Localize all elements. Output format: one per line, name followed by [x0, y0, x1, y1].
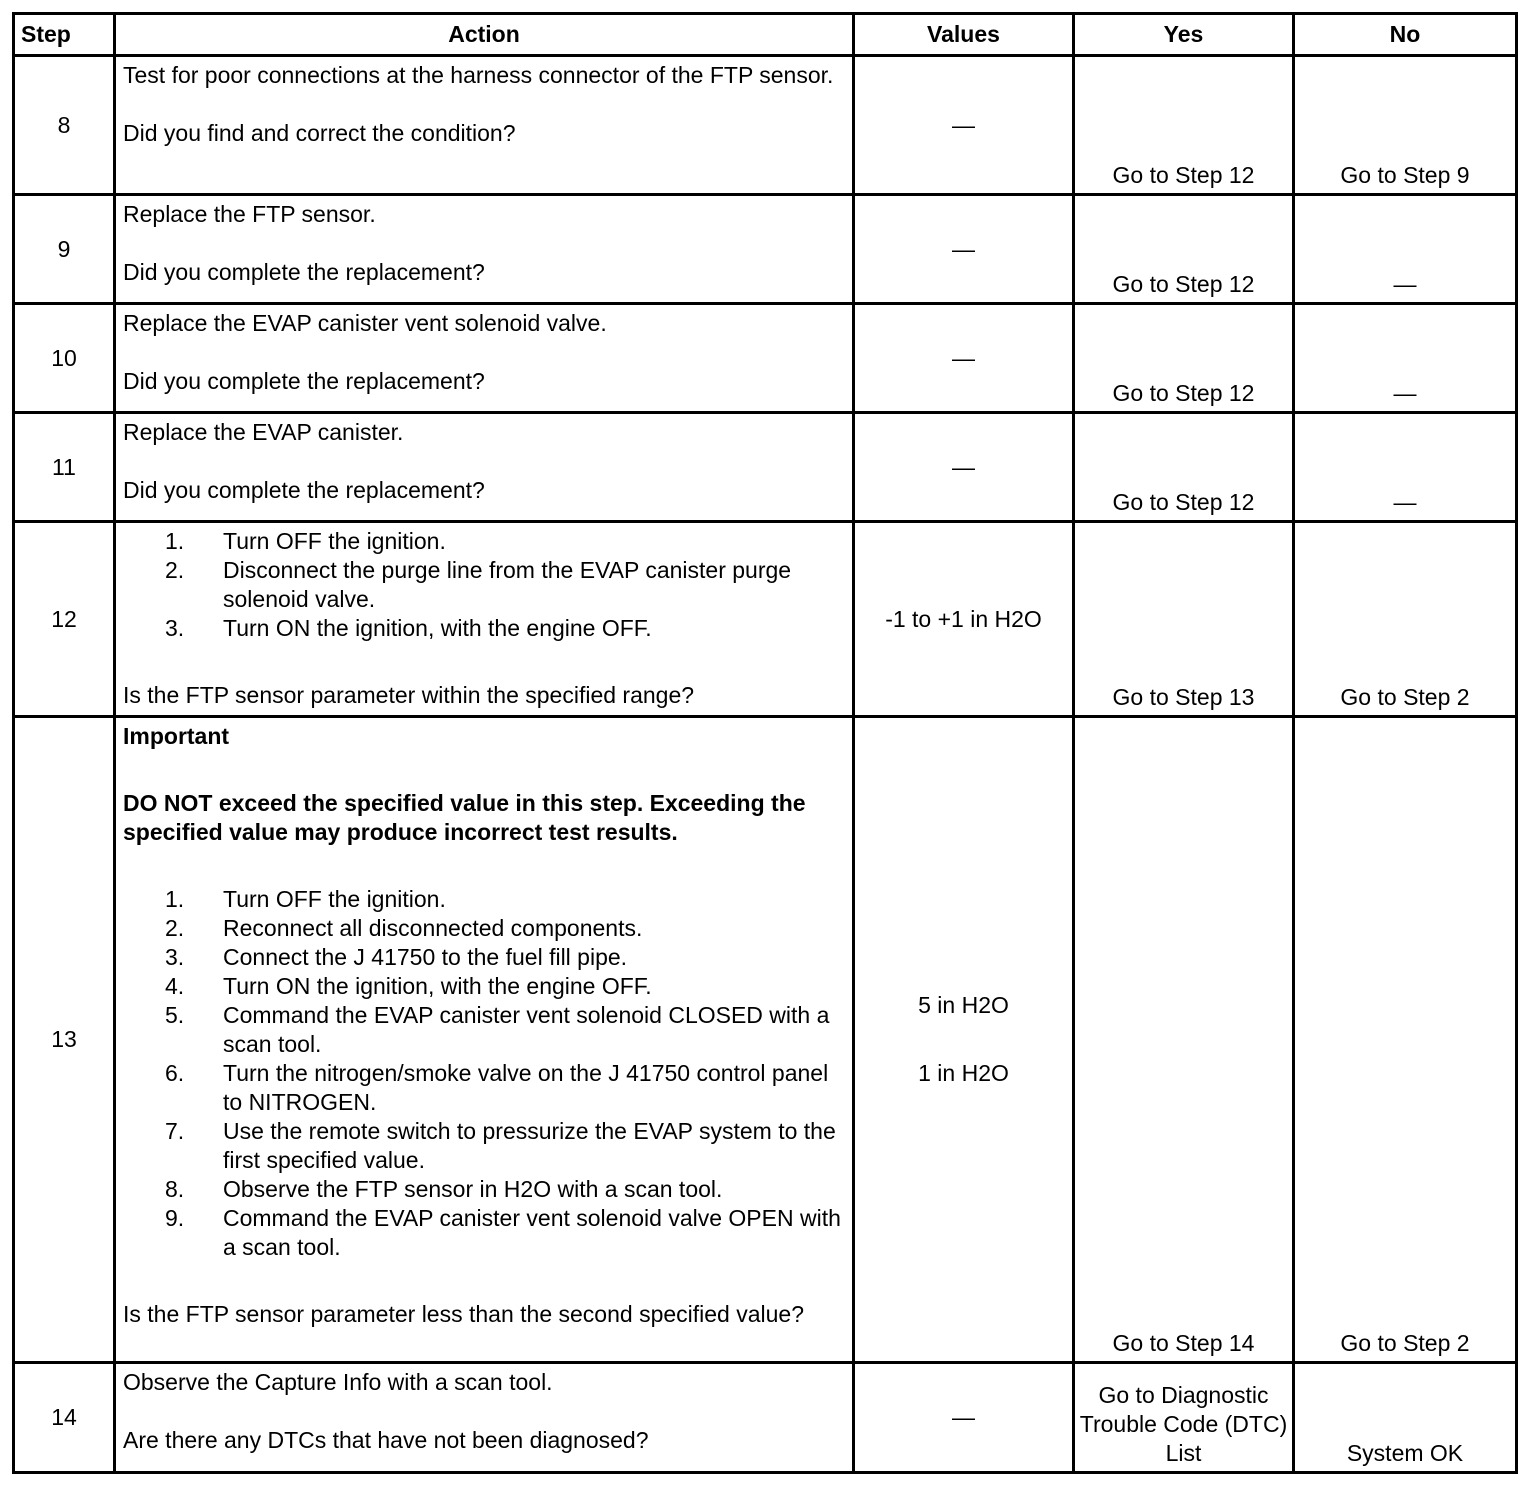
- step-number: 11: [14, 413, 115, 522]
- action-question: Is the FTP sensor parameter within the specified range?: [123, 682, 695, 708]
- yes-cell: Go to Step 12: [1074, 413, 1294, 522]
- list-item: 3. Turn ON the ignition, with the engine OFF.: [165, 615, 652, 641]
- action-cell: [115, 717, 854, 1363]
- action-question: Are there any DTCs that have not been diagnosed?: [123, 1427, 649, 1453]
- value-text: —: [952, 111, 975, 138]
- action-cell: [115, 56, 854, 195]
- value-text: —: [952, 235, 975, 262]
- value-text: -1 to +1 in H2O: [885, 605, 1042, 632]
- step-number: 13: [14, 717, 115, 1363]
- list-item: 4. Turn ON the ignition, with the engine OFF.: [165, 973, 652, 999]
- header-values: Values: [854, 14, 1074, 56]
- value-text: —: [952, 1404, 975, 1430]
- list-item: 1. Turn OFF the ignition.: [165, 886, 446, 912]
- no-cell: Go to Step 2: [1294, 717, 1517, 1363]
- action-text: Replace the FTP sensor.: [123, 201, 376, 227]
- action-cell: [115, 522, 854, 717]
- value-cell: [854, 56, 1074, 195]
- no-cell: —: [1294, 304, 1517, 413]
- procedure-list: [123, 527, 846, 643]
- diagnostic-table: [12, 12, 1518, 1474]
- value-text: —: [952, 453, 975, 480]
- action-text: Replace the EVAP canister.: [123, 419, 404, 445]
- yes-cell: Go to Step 13: [1074, 522, 1294, 717]
- header-row: [14, 14, 1517, 56]
- list-item: 3. Connect the J 41750 to the fuel fill pipe.: [165, 944, 628, 970]
- value-cell: [854, 1363, 1074, 1473]
- value-text-second: 1 in H2O: [918, 1060, 1009, 1086]
- list-item: 9. Command the EVAP canister vent solenoid valve OPEN with a scan tool.: [165, 1205, 841, 1260]
- table-row: [14, 56, 1517, 195]
- table-row: [14, 717, 1517, 1363]
- header-action: Action: [115, 14, 854, 56]
- value-cell: [854, 522, 1074, 717]
- value-text-first: 5 in H2O: [918, 992, 1009, 1018]
- value-cell: [854, 195, 1074, 304]
- yes-cell: Go to Diagnostic Trouble Code (DTC) List: [1074, 1363, 1294, 1473]
- no-cell: System OK: [1294, 1363, 1517, 1473]
- list-item: 2. Reconnect all disconnected components.: [165, 915, 643, 941]
- action-cell: [115, 1363, 854, 1473]
- header-step: Step: [14, 14, 115, 56]
- yes-cell: Go to Step 12: [1074, 304, 1294, 413]
- value-cell: [854, 717, 1074, 1363]
- procedure-list: [123, 885, 846, 1262]
- step-number: 8: [14, 56, 115, 195]
- yes-cell: Go to Step 12: [1074, 56, 1294, 195]
- step-number: 10: [14, 304, 115, 413]
- value-text: —: [952, 344, 975, 371]
- yes-cell: Go to Step 14: [1074, 717, 1294, 1363]
- table-row: [14, 195, 1517, 304]
- important-label: Important: [123, 723, 230, 749]
- list-item: 5. Command the EVAP canister vent solenoid CLOSED with a scan tool.: [165, 1002, 830, 1057]
- action-question: Is the FTP sensor parameter less than the second specified value?: [123, 1301, 805, 1327]
- action-cell: [115, 413, 854, 522]
- list-item: 2. Disconnect the purge line from the EVAP canister purge solenoid valve.: [165, 557, 792, 612]
- list-item: 1. Turn OFF the ignition.: [165, 528, 446, 554]
- list-item: 7. Use the remote switch to pressurize the EVAP system to the first specified value.: [165, 1118, 836, 1173]
- step-number: 9: [14, 195, 115, 304]
- header-no: No: [1294, 14, 1517, 56]
- action-question: Did you complete the replacement?: [123, 477, 485, 503]
- list-item: 6. Turn the nitrogen/smoke valve on the J 41750 control panel to NITROGEN.: [165, 1060, 829, 1115]
- header-yes: Yes: [1074, 14, 1294, 56]
- table-row: [14, 522, 1517, 717]
- action-question: Did you complete the replacement?: [123, 368, 485, 394]
- step-number: 12: [14, 522, 115, 717]
- yes-cell: Go to Step 12: [1074, 195, 1294, 304]
- step-number: 14: [14, 1363, 115, 1473]
- action-text: Observe the Capture Info with a scan tool.: [123, 1369, 553, 1395]
- no-cell: —: [1294, 195, 1517, 304]
- no-cell: Go to Step 9: [1294, 56, 1517, 195]
- action-question: Did you complete the replacement?: [123, 259, 485, 285]
- action-text: Replace the EVAP canister vent solenoid valve.: [123, 310, 607, 336]
- value-cell: [854, 304, 1074, 413]
- action-text: Test for poor connections at the harness connector of the FTP sensor.: [123, 62, 834, 88]
- table-row: [14, 1363, 1517, 1473]
- important-text: DO NOT exceed the specified value in this step. Exceeding the specified value may produce incorrect test results.: [123, 790, 806, 845]
- action-cell: [115, 304, 854, 413]
- action-question: Did you find and correct the condition?: [123, 120, 516, 146]
- list-item: 8. Observe the FTP sensor in H2O with a scan tool.: [165, 1176, 723, 1202]
- table-row: [14, 304, 1517, 413]
- value-cell: [854, 413, 1074, 522]
- action-cell: [115, 195, 854, 304]
- no-cell: —: [1294, 413, 1517, 522]
- no-cell: Go to Step 2: [1294, 522, 1517, 717]
- table-row: [14, 413, 1517, 522]
